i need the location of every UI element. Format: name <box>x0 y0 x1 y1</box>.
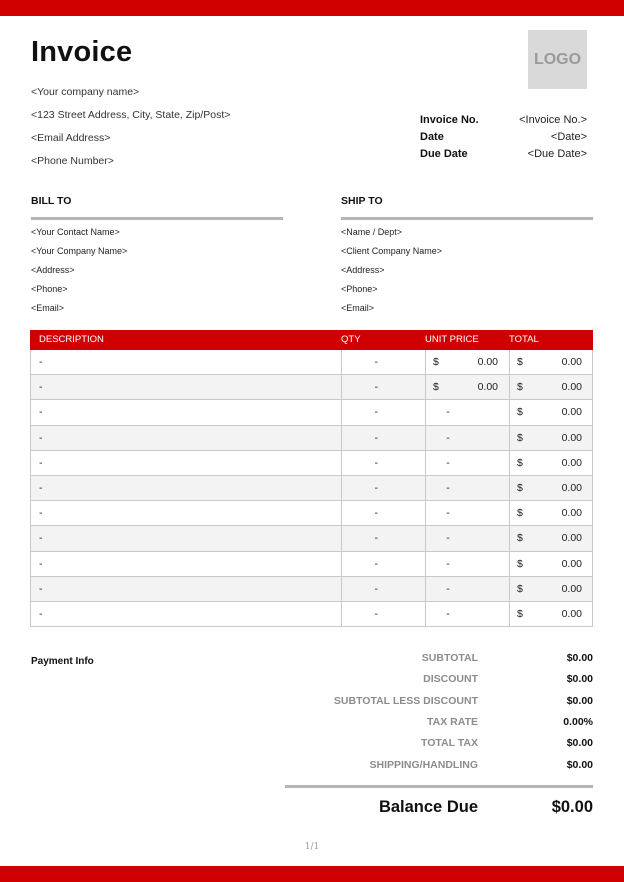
row-unit-price: 0.00 <box>477 381 498 394</box>
column-divider <box>509 476 510 500</box>
col-unit-price: UNIT PRICE <box>425 334 479 345</box>
row-description: - <box>39 406 43 419</box>
logo-text: LOGO <box>533 50 582 68</box>
table-row <box>30 602 593 627</box>
payment-info-label: Payment Info <box>31 656 94 667</box>
column-divider <box>425 375 426 399</box>
date-value: <Date> <box>550 131 587 143</box>
row-total-currency: $ <box>517 557 523 570</box>
balance-due-value: $0.00 <box>551 798 593 816</box>
row-qty: - <box>374 356 378 369</box>
row-unit-price: - <box>446 406 450 419</box>
table-row <box>30 552 593 577</box>
row-description: - <box>39 582 43 595</box>
row-total: 0.00 <box>561 406 582 419</box>
column-divider <box>509 552 510 576</box>
row-description: - <box>39 456 43 469</box>
summary-label: TOTAL TAX <box>421 737 478 750</box>
row-description: - <box>39 557 43 570</box>
meta-invoice-no <box>420 114 587 126</box>
summary-value: $0.00 <box>566 652 593 664</box>
ship-to-line: <Email> <box>341 303 375 313</box>
row-total: 0.00 <box>561 356 582 369</box>
row-qty: - <box>374 507 378 520</box>
row-unit-price: - <box>446 532 450 545</box>
summary-rule <box>285 785 593 788</box>
row-qty: - <box>374 607 378 620</box>
row-qty: - <box>374 456 378 469</box>
table-row <box>30 426 593 451</box>
bill-to-line: <Your Company Name> <box>31 246 128 256</box>
ship-to-heading: SHIP TO <box>341 195 383 207</box>
column-divider <box>509 426 510 450</box>
due-date-value: <Due Date> <box>527 148 587 160</box>
bill-to-line: <Your Contact Name> <box>31 227 120 237</box>
table-row <box>30 375 593 400</box>
row-total: 0.00 <box>561 532 582 545</box>
row-total: 0.00 <box>561 431 582 444</box>
bill-to-line: <Phone> <box>31 284 68 294</box>
row-qty: - <box>374 406 378 419</box>
meta-date <box>420 131 587 143</box>
row-unit-price: - <box>446 482 450 495</box>
row-unit-price: 0.00 <box>477 356 498 369</box>
balance-due-label: Balance Due <box>378 798 478 816</box>
row-qty: - <box>374 482 378 495</box>
summary-label: DISCOUNT <box>423 673 478 686</box>
bill-to-heading: BILL TO <box>31 195 72 207</box>
column-divider <box>509 577 510 601</box>
bill-to-rule <box>31 217 283 220</box>
row-description: - <box>39 356 43 369</box>
top-accent-bar <box>0 0 624 16</box>
company-phone: <Phone Number> <box>31 155 114 167</box>
row-unit-price: - <box>446 582 450 595</box>
row-total-currency: $ <box>517 507 523 520</box>
row-total: 0.00 <box>561 557 582 570</box>
page-number: 1/1 <box>304 842 320 852</box>
column-divider <box>509 375 510 399</box>
row-description: - <box>39 482 43 495</box>
row-unit-price: - <box>446 607 450 620</box>
row-total-currency: $ <box>517 532 523 545</box>
row-description: - <box>39 381 43 394</box>
column-divider <box>509 501 510 525</box>
summary-label: SUBTOTAL <box>421 652 478 664</box>
logo-placeholder <box>528 30 587 89</box>
summary-label: TAX RATE <box>427 715 478 728</box>
company-name: <Your company name> <box>31 86 140 98</box>
ship-to-line: <Client Company Name> <box>341 246 443 256</box>
summary-value: $0.00 <box>566 694 593 707</box>
column-divider <box>509 350 510 374</box>
row-unit-currency: $ <box>433 381 439 394</box>
table-row <box>30 476 593 501</box>
invoice-no-label: Invoice No. <box>420 114 479 126</box>
ship-to-line: <Address> <box>341 265 385 275</box>
bill-to-line: <Email> <box>31 303 65 313</box>
invoice-title: Invoice <box>31 36 133 68</box>
company-address: <123 Street Address, City, State, Zip/Post> <box>31 109 231 121</box>
row-unit-price: - <box>446 507 450 520</box>
column-divider <box>509 451 510 475</box>
row-total: 0.00 <box>561 381 582 394</box>
row-qty: - <box>374 532 378 545</box>
meta-due-date <box>420 148 587 160</box>
summary-label: SUBTOTAL LESS DISCOUNT <box>333 694 478 707</box>
table-row <box>30 526 593 551</box>
col-description: DESCRIPTION <box>39 334 104 345</box>
ship-to-line: <Phone> <box>341 284 378 294</box>
line-items-table <box>30 330 593 627</box>
column-divider <box>509 602 510 626</box>
row-total-currency: $ <box>517 356 523 369</box>
row-qty: - <box>374 431 378 444</box>
company-email: <Email Address> <box>31 132 111 144</box>
row-total: 0.00 <box>561 456 582 469</box>
bottom-accent-bar <box>0 866 624 882</box>
ship-to-line: <Name / Dept> <box>341 227 403 237</box>
column-divider <box>425 350 426 374</box>
row-total-currency: $ <box>517 406 523 419</box>
summary-value: 0.00% <box>563 715 593 728</box>
summary-label: SHIPPING/HANDLING <box>369 758 478 771</box>
summary-value: $0.00 <box>566 673 593 686</box>
row-total: 0.00 <box>561 607 582 620</box>
row-total: 0.00 <box>561 482 582 495</box>
table-header <box>30 330 593 350</box>
row-qty: - <box>374 582 378 595</box>
row-description: - <box>39 507 43 520</box>
row-unit-currency: $ <box>433 356 439 369</box>
row-unit-price: - <box>446 431 450 444</box>
row-total-currency: $ <box>517 381 523 394</box>
column-divider <box>509 400 510 424</box>
table-row <box>30 577 593 602</box>
row-qty: - <box>374 381 378 394</box>
invoice-no-value: <Invoice No.> <box>519 114 587 126</box>
column-divider <box>509 526 510 550</box>
row-unit-price: - <box>446 456 450 469</box>
row-total-currency: $ <box>517 431 523 444</box>
row-total: 0.00 <box>561 582 582 595</box>
summary-value: $0.00 <box>566 758 593 771</box>
row-total-currency: $ <box>517 582 523 595</box>
col-qty: QTY <box>341 334 361 345</box>
ship-to-rule <box>341 217 593 220</box>
col-total: TOTAL <box>509 334 539 345</box>
row-total-currency: $ <box>517 607 523 620</box>
summary-value: $0.00 <box>566 737 593 750</box>
table-row <box>30 451 593 476</box>
row-unit-price: - <box>446 557 450 570</box>
row-total: 0.00 <box>561 507 582 520</box>
table-row <box>30 400 593 425</box>
table-row <box>30 501 593 526</box>
bill-to-line: <Address> <box>31 265 75 275</box>
date-label: Date <box>420 131 444 143</box>
table-body <box>30 350 593 627</box>
row-total-currency: $ <box>517 482 523 495</box>
row-total-currency: $ <box>517 456 523 469</box>
row-description: - <box>39 431 43 444</box>
row-qty: - <box>374 557 378 570</box>
table-row <box>30 350 593 375</box>
row-description: - <box>39 607 43 620</box>
row-description: - <box>39 532 43 545</box>
due-date-label: Due Date <box>420 148 468 160</box>
